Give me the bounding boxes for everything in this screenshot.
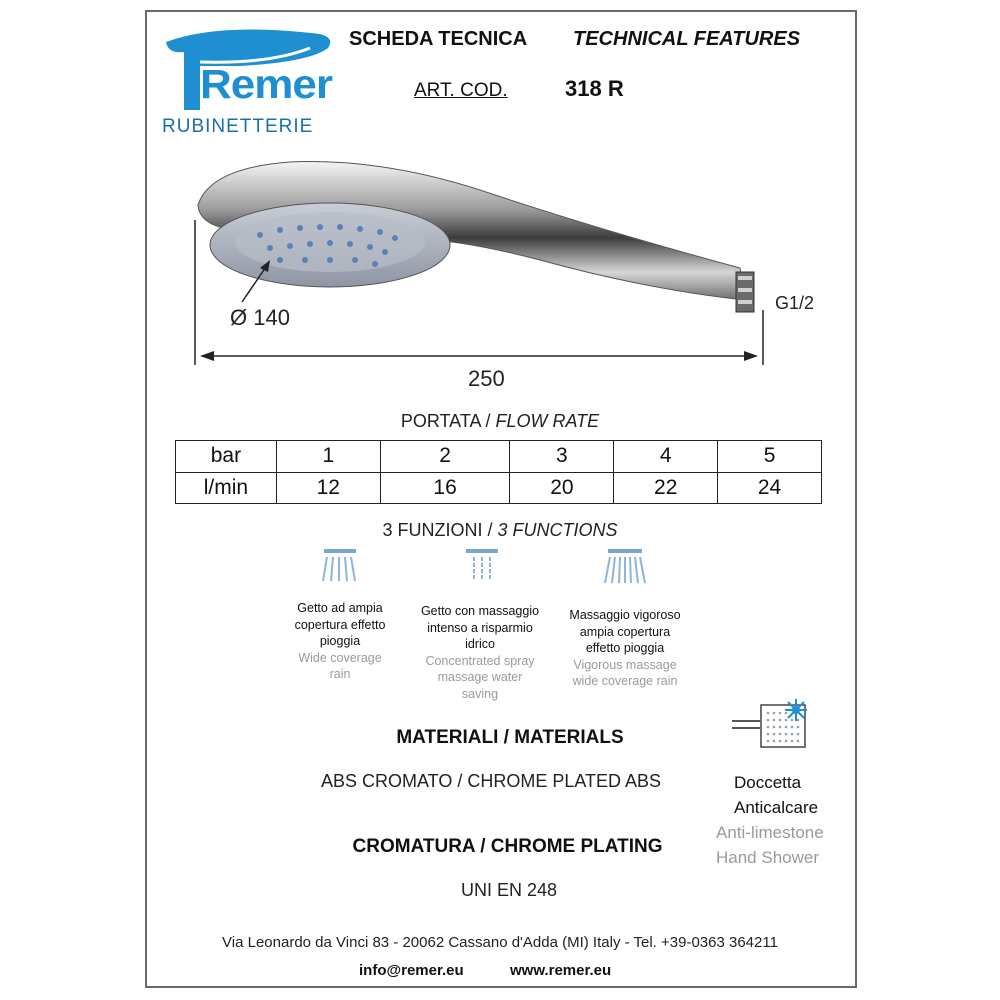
diameter-label: Ø 140 xyxy=(230,305,290,330)
function-text-en: rain xyxy=(329,667,351,681)
function-text-en: Vigorous massage xyxy=(573,657,677,672)
email-link[interactable]: info@remer.eu xyxy=(359,962,464,979)
anti-limestone-label-it xyxy=(734,770,818,820)
flow-rate-title-en: FLOW RATE xyxy=(495,411,600,431)
function-text: ampia copertura xyxy=(579,624,671,639)
thread-label: G1/2 xyxy=(775,293,815,313)
function-text: Massaggio vigoroso xyxy=(569,608,681,622)
function-text: idrico xyxy=(465,637,495,651)
function-text-en: saving xyxy=(461,686,499,701)
flow-rate-title xyxy=(0,411,1000,432)
row-label-lmin: l/min xyxy=(176,472,277,504)
massage-spray-icon xyxy=(602,548,648,586)
table-row xyxy=(176,472,822,504)
logo-subtitle: RUBINETTERIE xyxy=(162,116,314,137)
function-text-en: Concentrated spray xyxy=(425,653,535,668)
flow-rate-table xyxy=(175,440,822,504)
length-label: 250 xyxy=(468,366,505,391)
plating-heading: CROMATURA / CHROME PLATING xyxy=(352,836,663,857)
anti-limestone-text-en: Hand Shower xyxy=(716,848,820,867)
function-concentrated xyxy=(410,603,550,702)
table-cell: 1 xyxy=(276,441,380,473)
function-wide-coverage xyxy=(280,600,400,683)
functions-title xyxy=(0,520,1000,541)
function-text: intenso a risparmio xyxy=(427,620,533,635)
table-cell: 4 xyxy=(614,441,718,473)
function-text-en: massage water xyxy=(437,670,523,684)
row-label-bar: bar xyxy=(176,441,277,473)
header-title-en: TECHNICAL FEATURES xyxy=(573,28,801,50)
plating-value: UNI EN 248 xyxy=(461,880,558,900)
function-massage xyxy=(560,607,690,690)
anti-limestone-label-en xyxy=(716,820,824,870)
function-text: copertura effetto xyxy=(294,617,386,632)
concentrated-spray-icon xyxy=(462,548,502,584)
function-text: effetto pioggia xyxy=(585,641,665,655)
wide-spray-icon xyxy=(318,548,362,584)
function-text-en: wide coverage rain xyxy=(572,674,678,688)
anti-limestone-icon xyxy=(730,695,812,751)
hand-shower-drawing xyxy=(180,150,820,380)
materials-value: ABS CROMATO / CHROME PLATED ABS xyxy=(321,771,662,791)
flow-rate-title-it: PORTATA / xyxy=(400,411,491,431)
table-cell: 12 xyxy=(276,472,380,504)
table-row xyxy=(176,441,822,473)
logo-wordmark: Remer xyxy=(200,62,332,108)
function-text: Getto con massaggio xyxy=(420,604,540,618)
table-cell: 3 xyxy=(510,441,614,473)
function-text: pioggia xyxy=(319,634,361,648)
art-cod-value: 318 R xyxy=(565,76,624,101)
table-cell: 2 xyxy=(380,441,510,473)
art-cod-label: ART. COD. xyxy=(414,80,508,101)
table-cell: 5 xyxy=(718,441,822,473)
anti-limestone-text-en: Anti-limestone xyxy=(716,823,824,842)
anti-limestone-text: Doccetta xyxy=(734,773,802,792)
table-cell: 20 xyxy=(510,472,614,504)
functions-title-en: 3 FUNCTIONS xyxy=(497,520,618,540)
function-text: Getto ad ampia xyxy=(297,601,383,615)
table-cell: 22 xyxy=(614,472,718,504)
footer-address: Via Leonardo da Vinci 83 - 20062 Cassano d'Adda (MI) Italy - Tel. +39-0363 364211 xyxy=(222,934,778,951)
anti-limestone-text: Anticalcare xyxy=(734,798,819,817)
materials-heading: MATERIALI / MATERIALS xyxy=(396,727,624,748)
header-title-it: SCHEDA TECNICA xyxy=(349,28,528,50)
function-text-en: Wide coverage xyxy=(298,650,382,665)
website-link[interactable]: www.remer.eu xyxy=(510,962,612,979)
table-cell: 16 xyxy=(380,472,510,504)
table-cell: 24 xyxy=(718,472,822,504)
functions-title-it: 3 FUNZIONI / xyxy=(382,520,493,540)
